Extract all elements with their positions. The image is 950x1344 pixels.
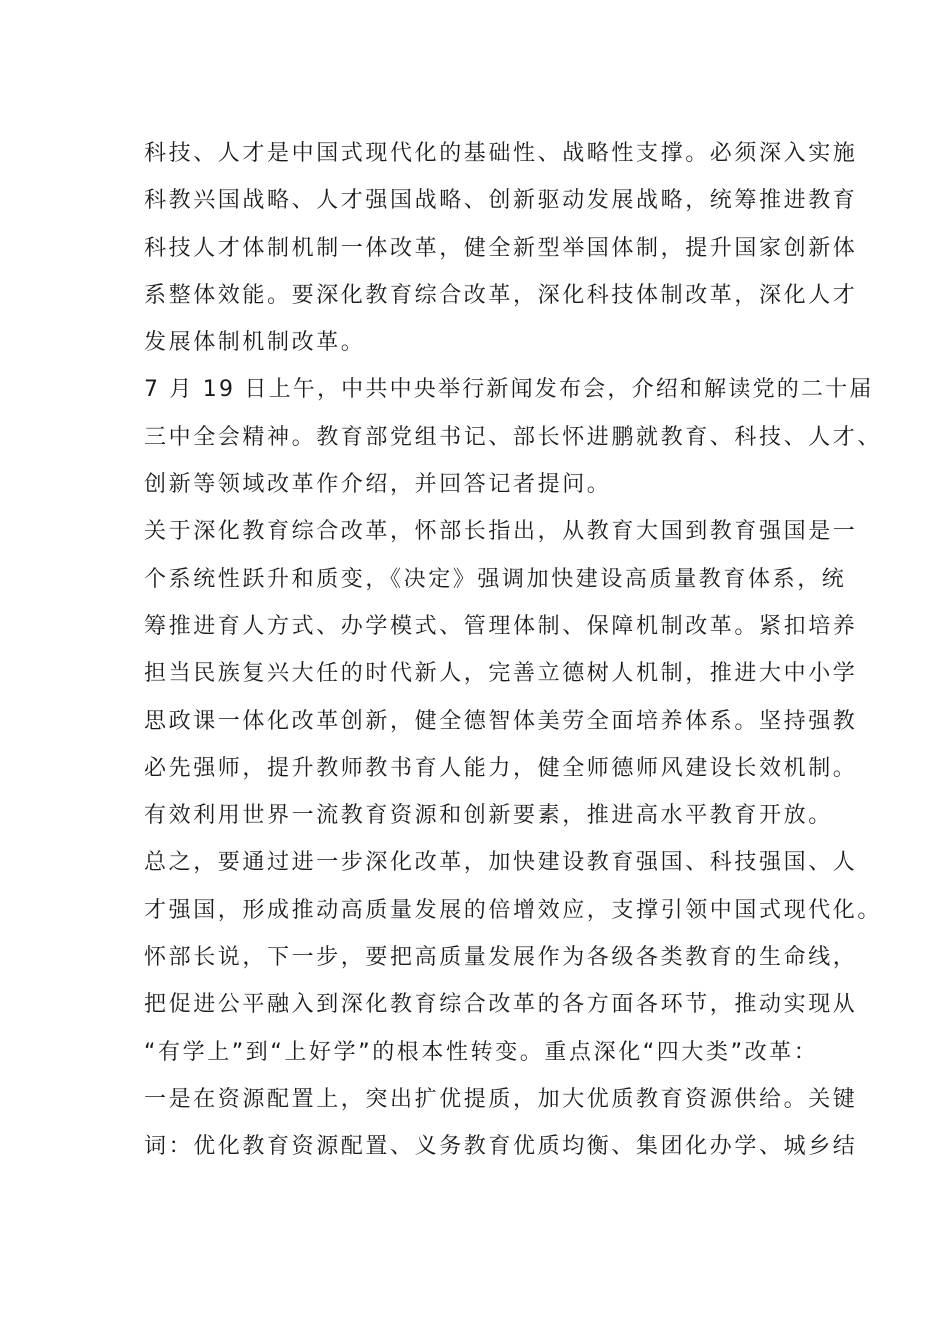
text-line: 关于深化教育综合改革，怀部长指出，从教育大国到教育强国是一 [144,519,858,545]
text-line: 才强国，形成推动高质量发展的倍增效应，支撑引领中国式现代化。 [144,897,883,923]
text-line: 必先强师，提升教师教书育人能力，健全师德师风建设长效机制。 [144,755,858,781]
text-line: 科技、人才是中国式现代化的基础性、战略性支撑。必须深入实施 [144,141,858,166]
text-line: 发展体制机制改革。 [144,330,366,356]
text-line: 7 月 19 日上午，中共中央举行新闻发布会，介绍和解读党的二十届 [144,377,874,403]
text-line: 个系统性跃升和质变，《决定》强调加快建设高质量教育体系，统 [144,566,847,592]
text-line: 总之，要通过进一步深化改革，加快建设教育强国、科技强国、人 [144,850,858,876]
text-line: 有效利用世界一流教育资源和创新要素，推进高水平教育开放。 [144,803,833,829]
text-line: “有学上”到“上好学”的根本性转变。重点深化“四大类”改革： [144,1039,819,1065]
text-line: 一是在资源配置上，突出扩优提质，加大优质教育资源供给。关键 [144,1086,858,1112]
text-line: 三中全会精神。教育部党组书记、部长怀进鹏就教育、科技、人才、 [144,424,883,450]
text-line: 系整体效能。要深化教育综合改革，深化科技体制改革，深化人才 [144,282,858,308]
text-line: 思政课一体化改革创新，健全德智体美劳全面培养体系。坚持强教 [144,708,858,734]
text-line: 把促进公平融入到深化教育综合改革的各方面各环节，推动实现从 [144,992,858,1018]
text-line: 科教兴国战略、人才强国战略、创新驱动发展战略，统筹推进教育 [144,188,858,214]
text-line: 词：优化教育资源配置、义务教育优质均衡、集团化办学、城乡结 [144,1134,858,1160]
text-line: 创新等领域改革作介绍，并回答记者提问。 [144,472,612,498]
text-line: 怀部长说，下一步，要把高质量发展作为各级各类教育的生命线， [144,945,858,971]
text-line: 担当民族复兴大任的时代新人，完善立德树人机制，推进大中小学 [144,661,858,687]
text-line: 科技人才体制机制一体改革，健全新型举国体制，提升国家创新体 [144,235,858,261]
document-body [144,130,883,1171]
text-line: 筹推进育人方式、办学模式、管理体制、保障机制改革。紧扣培养 [144,613,858,639]
